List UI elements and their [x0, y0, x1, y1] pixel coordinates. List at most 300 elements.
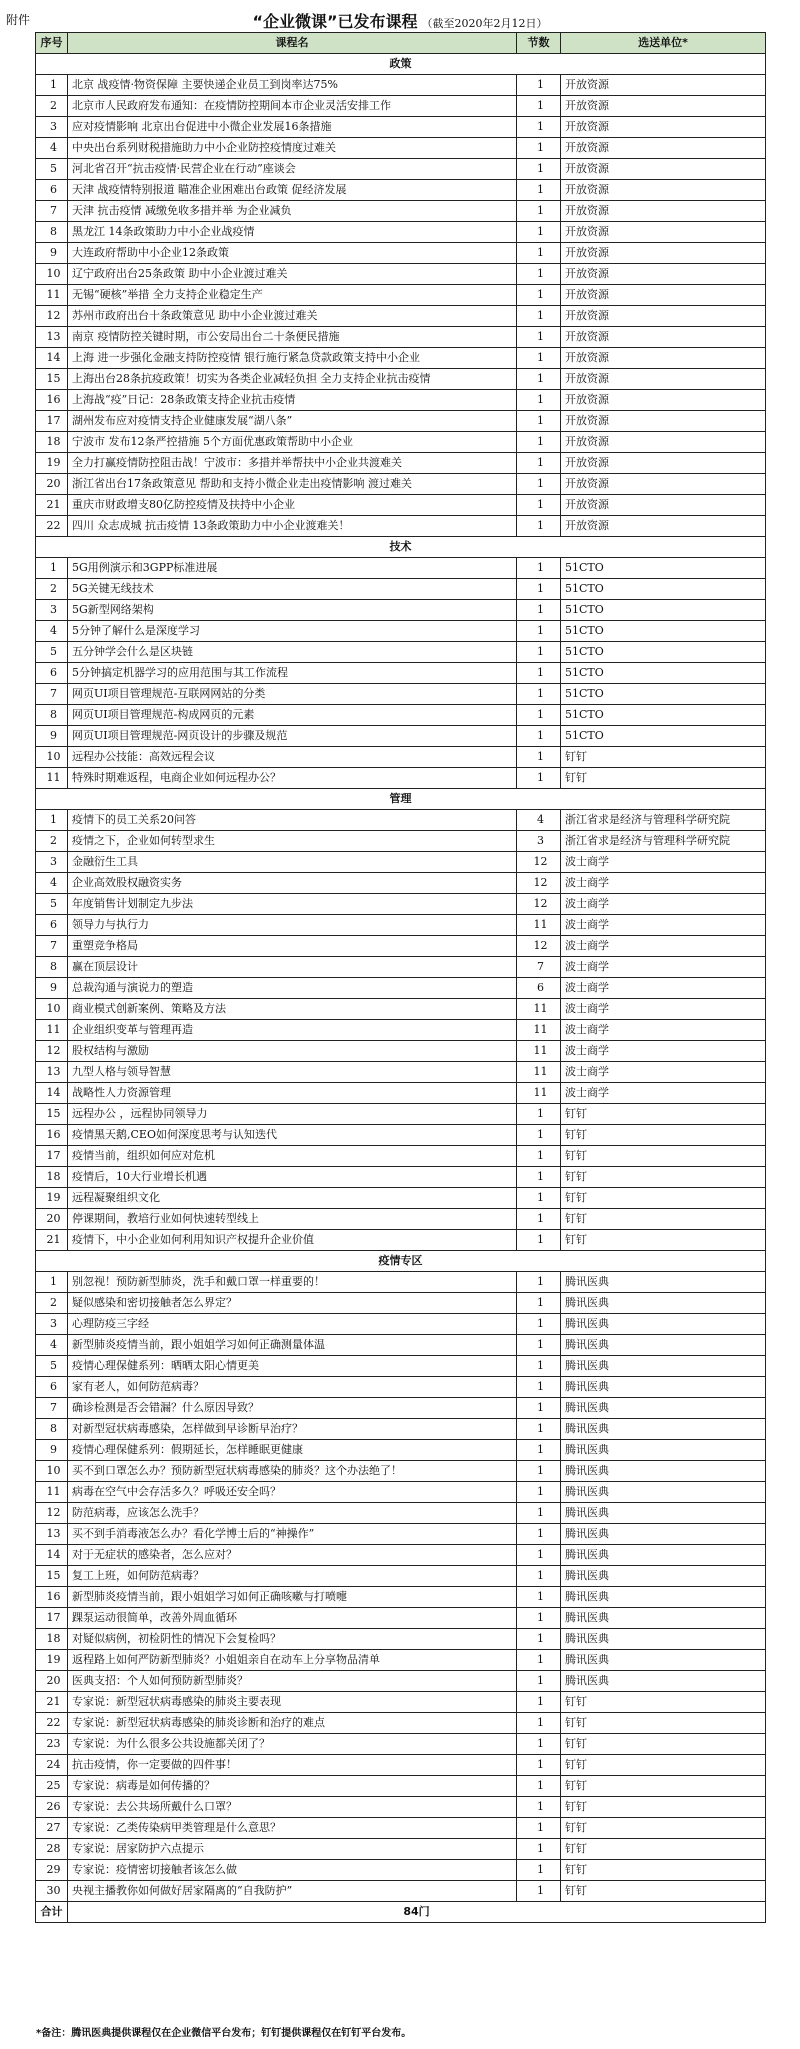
row-index: 26 — [36, 1797, 68, 1818]
table-row — [36, 474, 766, 495]
row-index: 14 — [36, 348, 68, 369]
row-index: 12 — [36, 306, 68, 327]
lesson-count: 1 — [517, 96, 561, 117]
course-name: 北京市人民政府发布通知：在疫情防控期间本市企业灵活安排工作 — [68, 96, 517, 117]
row-index: 15 — [36, 369, 68, 390]
row-index: 20 — [36, 1671, 68, 1692]
table-row — [36, 978, 766, 999]
provider: 钉钉 — [561, 1104, 766, 1125]
provider: 波士商学 — [561, 936, 766, 957]
table-row — [36, 1629, 766, 1650]
provider: 腾讯医典 — [561, 1650, 766, 1671]
provider: 波士商学 — [561, 894, 766, 915]
row-index: 17 — [36, 1146, 68, 1167]
table-row — [36, 852, 766, 873]
course-name: 对疑似病例，初检阴性的情况下会复检吗？ — [68, 1629, 517, 1650]
lesson-count: 3 — [517, 831, 561, 852]
provider: 51CTO — [561, 600, 766, 621]
row-index: 14 — [36, 1083, 68, 1104]
row-index: 2 — [36, 1293, 68, 1314]
lesson-count: 1 — [517, 1545, 561, 1566]
provider: 波士商学 — [561, 999, 766, 1020]
lesson-count: 1 — [517, 243, 561, 264]
row-index: 7 — [36, 1398, 68, 1419]
course-name: 专家说：病毒是如何传播的？ — [68, 1776, 517, 1797]
table-row — [36, 1860, 766, 1881]
course-name: 对于无症状的感染者，怎么应对？ — [68, 1545, 517, 1566]
table-row — [36, 1818, 766, 1839]
course-name: 专家说：去公共场所戴什么口罩？ — [68, 1797, 517, 1818]
provider: 开放资源 — [561, 453, 766, 474]
table-row — [36, 1461, 766, 1482]
course-name: 无锡“硬核”举措 全力支持企业稳定生产 — [68, 285, 517, 306]
row-index: 17 — [36, 1608, 68, 1629]
lesson-count: 1 — [517, 1272, 561, 1293]
lesson-count: 1 — [517, 1209, 561, 1230]
header-index: 序号 — [36, 33, 68, 54]
course-name: 5分钟搞定机器学习的应用范围与其工作流程 — [68, 663, 517, 684]
provider: 钉钉 — [561, 1209, 766, 1230]
course-name: 企业高效股权融资实务 — [68, 873, 517, 894]
table-row — [36, 1671, 766, 1692]
table-row — [36, 999, 766, 1020]
provider: 钉钉 — [561, 1860, 766, 1881]
lesson-count: 1 — [517, 369, 561, 390]
row-index: 10 — [36, 999, 68, 1020]
row-index: 8 — [36, 1419, 68, 1440]
header-course-name: 课程名 — [68, 33, 517, 54]
lesson-count: 1 — [517, 327, 561, 348]
provider: 波士商学 — [561, 1020, 766, 1041]
row-index: 11 — [36, 1020, 68, 1041]
lesson-count: 1 — [517, 1881, 561, 1902]
provider: 开放资源 — [561, 243, 766, 264]
lesson-count: 1 — [517, 411, 561, 432]
course-name: 上海出台28条抗疫政策！切实为各类企业减轻负担 全力支持企业抗击疫情 — [68, 369, 517, 390]
table-row — [36, 621, 766, 642]
course-name: 浙江省出台17条政策意见 帮助和支持小微企业走出疫情影响 渡过难关 — [68, 474, 517, 495]
lesson-count: 12 — [517, 873, 561, 894]
course-name: 重庆市财政增支80亿防控疫情及扶持中小企业 — [68, 495, 517, 516]
section-heading-row — [36, 537, 766, 558]
course-name: 天津 战疫情特别报道 瞄准企业困难出台政策 促经济发展 — [68, 180, 517, 201]
table-row — [36, 684, 766, 705]
lesson-count: 1 — [517, 1356, 561, 1377]
table-row — [36, 663, 766, 684]
course-name: 股权结构与激励 — [68, 1041, 517, 1062]
provider: 开放资源 — [561, 411, 766, 432]
row-index: 11 — [36, 768, 68, 789]
row-index: 13 — [36, 1062, 68, 1083]
provider: 开放资源 — [561, 180, 766, 201]
provider: 腾讯医典 — [561, 1461, 766, 1482]
table-row — [36, 642, 766, 663]
row-index: 7 — [36, 936, 68, 957]
row-index: 8 — [36, 222, 68, 243]
course-name: 防范病毒，应该怎么洗手？ — [68, 1503, 517, 1524]
course-name: 北京 战疫情·物资保障 主要快递企业员工到岗率达75% — [68, 75, 517, 96]
provider: 腾讯医典 — [561, 1524, 766, 1545]
section-heading-row — [36, 1251, 766, 1272]
table-row — [36, 1650, 766, 1671]
row-index: 16 — [36, 1587, 68, 1608]
course-name: 五分钟学会什么是区块链 — [68, 642, 517, 663]
table-row — [36, 432, 766, 453]
row-index: 1 — [36, 1272, 68, 1293]
provider: 波士商学 — [561, 1041, 766, 1062]
row-index: 8 — [36, 957, 68, 978]
lesson-count: 6 — [517, 978, 561, 999]
provider: 开放资源 — [561, 474, 766, 495]
table-row — [36, 831, 766, 852]
provider: 开放资源 — [561, 75, 766, 96]
row-index: 4 — [36, 138, 68, 159]
course-name: 5分钟了解什么是深度学习 — [68, 621, 517, 642]
lesson-count: 1 — [517, 1440, 561, 1461]
table-row — [36, 117, 766, 138]
course-name: 5G关键无线技术 — [68, 579, 517, 600]
lesson-count: 1 — [517, 432, 561, 453]
lesson-count: 1 — [517, 201, 561, 222]
lesson-count: 1 — [517, 1818, 561, 1839]
lesson-count: 1 — [517, 1524, 561, 1545]
course-name: 河北省召开“抗击疫情·民营企业在行动”座谈会 — [68, 159, 517, 180]
row-index: 3 — [36, 1314, 68, 1335]
table-row — [36, 1419, 766, 1440]
lesson-count: 1 — [517, 516, 561, 537]
course-name: 年度销售计划制定九步法 — [68, 894, 517, 915]
row-index: 27 — [36, 1818, 68, 1839]
course-name: 疫情下，中小企业如何利用知识产权提升企业价值 — [68, 1230, 517, 1251]
row-index: 3 — [36, 117, 68, 138]
table-row — [36, 1062, 766, 1083]
course-name: 苏州市政府出台十条政策意见 助中小企业渡过难关 — [68, 306, 517, 327]
provider: 51CTO — [561, 663, 766, 684]
table-row — [36, 495, 766, 516]
provider: 腾讯医典 — [561, 1419, 766, 1440]
table-row — [36, 1335, 766, 1356]
provider: 浙江省求是经济与管理科学研究院 — [561, 831, 766, 852]
row-index: 7 — [36, 684, 68, 705]
table-row — [36, 915, 766, 936]
provider: 51CTO — [561, 579, 766, 600]
course-name: 央视主播教你如何做好居家隔离的“自我防护” — [68, 1881, 517, 1902]
row-index: 5 — [36, 159, 68, 180]
lesson-count: 4 — [517, 810, 561, 831]
course-name: 别忽视！预防新型肺炎，洗手和戴口罩一样重要的！ — [68, 1272, 517, 1293]
lesson-count: 1 — [517, 1503, 561, 1524]
lesson-count: 1 — [517, 1608, 561, 1629]
table-row — [36, 138, 766, 159]
provider: 波士商学 — [561, 1062, 766, 1083]
row-index: 1 — [36, 810, 68, 831]
row-index: 18 — [36, 1167, 68, 1188]
table-row — [36, 201, 766, 222]
course-name: 远程凝聚组织文化 — [68, 1188, 517, 1209]
table-row — [36, 243, 766, 264]
course-name: 确诊检测是否会错漏？什么原因导致？ — [68, 1398, 517, 1419]
course-name: 5G新型网络架构 — [68, 600, 517, 621]
provider: 51CTO — [561, 642, 766, 663]
course-name: 九型人格与领导智慧 — [68, 1062, 517, 1083]
course-name: 专家说：新型冠状病毒感染的肺炎诊断和治疗的难点 — [68, 1713, 517, 1734]
provider: 开放资源 — [561, 159, 766, 180]
table-row — [36, 1230, 766, 1251]
header-lesson-count: 节数 — [517, 33, 561, 54]
provider: 钉钉 — [561, 1755, 766, 1776]
lesson-count: 1 — [517, 1377, 561, 1398]
lesson-count: 1 — [517, 159, 561, 180]
provider: 腾讯医典 — [561, 1314, 766, 1335]
course-name: 网页UI项目管理规范-网页设计的步骤及规范 — [68, 726, 517, 747]
row-index: 4 — [36, 873, 68, 894]
provider: 钉钉 — [561, 1839, 766, 1860]
row-index: 1 — [36, 75, 68, 96]
lesson-count: 1 — [517, 579, 561, 600]
row-index: 9 — [36, 243, 68, 264]
table-row — [36, 285, 766, 306]
provider: 腾讯医典 — [561, 1608, 766, 1629]
table-row — [36, 1440, 766, 1461]
lesson-count: 1 — [517, 1188, 561, 1209]
provider: 开放资源 — [561, 222, 766, 243]
row-index: 20 — [36, 1209, 68, 1230]
course-name: 专家说：乙类传染病甲类管理是什么意思？ — [68, 1818, 517, 1839]
course-name: 专家说：为什么很多公共设施都关闭了？ — [68, 1734, 517, 1755]
row-index: 11 — [36, 1482, 68, 1503]
section-title: 技术 — [36, 537, 766, 558]
table-row — [36, 1566, 766, 1587]
provider: 波士商学 — [561, 957, 766, 978]
course-name: 赢在顶层设计 — [68, 957, 517, 978]
lesson-count: 11 — [517, 1062, 561, 1083]
course-name: 买不到手消毒液怎么办？看化学博士后的“神操作” — [68, 1524, 517, 1545]
provider: 波士商学 — [561, 978, 766, 999]
table-row — [36, 1881, 766, 1902]
row-index: 21 — [36, 1230, 68, 1251]
lesson-count: 1 — [517, 1482, 561, 1503]
provider: 51CTO — [561, 621, 766, 642]
lesson-count: 1 — [517, 747, 561, 768]
table-row — [36, 348, 766, 369]
row-index: 16 — [36, 390, 68, 411]
lesson-count: 1 — [517, 663, 561, 684]
row-index: 17 — [36, 411, 68, 432]
course-name: 专家说：居家防护六点提示 — [68, 1839, 517, 1860]
provider: 51CTO — [561, 558, 766, 579]
course-name: 企业组织变革与管理再造 — [68, 1020, 517, 1041]
provider: 开放资源 — [561, 138, 766, 159]
course-name: 返程路上如何严防新型肺炎？小姐姐亲自在动车上分享物品清单 — [68, 1650, 517, 1671]
lesson-count: 1 — [517, 1797, 561, 1818]
course-name: 应对疫情影响 北京出台促进中小微企业发展16条措施 — [68, 117, 517, 138]
row-index: 21 — [36, 1692, 68, 1713]
row-index: 9 — [36, 1440, 68, 1461]
course-name: 踝泵运动很简单，改善外周血循环 — [68, 1608, 517, 1629]
table-row — [36, 159, 766, 180]
row-index: 5 — [36, 642, 68, 663]
lesson-count: 1 — [517, 1839, 561, 1860]
row-index: 19 — [36, 1650, 68, 1671]
lesson-count: 1 — [517, 222, 561, 243]
table-row — [36, 453, 766, 474]
lesson-count: 1 — [517, 1293, 561, 1314]
lesson-count: 1 — [517, 768, 561, 789]
provider: 腾讯医典 — [561, 1482, 766, 1503]
provider: 51CTO — [561, 705, 766, 726]
row-index: 2 — [36, 831, 68, 852]
table-row — [36, 1839, 766, 1860]
lesson-count: 1 — [517, 180, 561, 201]
row-index: 4 — [36, 621, 68, 642]
provider: 钉钉 — [561, 1188, 766, 1209]
row-index: 19 — [36, 1188, 68, 1209]
provider: 波士商学 — [561, 915, 766, 936]
lesson-count: 1 — [517, 75, 561, 96]
table-row — [36, 75, 766, 96]
course-name: 大连政府帮助中小企业12条政策 — [68, 243, 517, 264]
lesson-count: 11 — [517, 1083, 561, 1104]
lesson-count: 1 — [517, 1692, 561, 1713]
lesson-count: 11 — [517, 999, 561, 1020]
section-title: 疫情专区 — [36, 1251, 766, 1272]
total-row — [36, 1902, 766, 1923]
course-name: 疫情后，10大行业增长机遇 — [68, 1167, 517, 1188]
table-row — [36, 1083, 766, 1104]
lesson-count: 1 — [517, 117, 561, 138]
table-row — [36, 600, 766, 621]
lesson-count: 1 — [517, 1860, 561, 1881]
table-row — [36, 516, 766, 537]
provider: 钉钉 — [561, 1167, 766, 1188]
table-row — [36, 327, 766, 348]
table-row — [36, 1041, 766, 1062]
lesson-count: 1 — [517, 1461, 561, 1482]
provider: 钉钉 — [561, 1230, 766, 1251]
lesson-count: 1 — [517, 600, 561, 621]
provider: 波士商学 — [561, 873, 766, 894]
table-row — [36, 1188, 766, 1209]
lesson-count: 1 — [517, 1755, 561, 1776]
course-name: 黑龙江 14条政策助力中小企业战疫情 — [68, 222, 517, 243]
row-index: 18 — [36, 432, 68, 453]
provider: 波士商学 — [561, 852, 766, 873]
course-name: 新型肺炎疫情当前，跟小姐姐学习如何正确咳嗽与打喷嚏 — [68, 1587, 517, 1608]
row-index: 10 — [36, 1461, 68, 1482]
table-row — [36, 1482, 766, 1503]
lesson-count: 1 — [517, 1104, 561, 1125]
course-name: 南京 疫情防控关键时期，市公安局出台二十条便民措施 — [68, 327, 517, 348]
provider: 开放资源 — [561, 390, 766, 411]
provider: 腾讯医典 — [561, 1440, 766, 1461]
total-label: 合计 — [36, 1902, 68, 1923]
row-index: 9 — [36, 978, 68, 999]
course-name: 上海战“疫”日记：28条政策支持企业抗击疫情 — [68, 390, 517, 411]
lesson-count: 1 — [517, 1125, 561, 1146]
row-index: 15 — [36, 1104, 68, 1125]
table-row — [36, 810, 766, 831]
lesson-count: 1 — [517, 1419, 561, 1440]
provider: 开放资源 — [561, 432, 766, 453]
table-row — [36, 1398, 766, 1419]
course-table — [35, 32, 766, 1923]
course-name: 疫情心理保健系列：假期延长，怎样睡眠更健康 — [68, 1440, 517, 1461]
provider: 钉钉 — [561, 1776, 766, 1797]
table-row — [36, 894, 766, 915]
course-name: 疑似感染和密切接触者怎么界定？ — [68, 1293, 517, 1314]
provider: 浙江省求是经济与管理科学研究院 — [561, 810, 766, 831]
table-row — [36, 96, 766, 117]
table-row — [36, 1797, 766, 1818]
course-name: 上海 进一步强化金融支持防控疫情 银行施行紧急贷款政策支持中小企业 — [68, 348, 517, 369]
table-row — [36, 1020, 766, 1041]
lesson-count: 1 — [517, 285, 561, 306]
course-name: 买不到口罩怎么办？预防新型冠状病毒感染的肺炎？这个办法绝了！ — [68, 1461, 517, 1482]
provider: 钉钉 — [561, 1146, 766, 1167]
provider: 腾讯医典 — [561, 1335, 766, 1356]
provider: 51CTO — [561, 684, 766, 705]
table-row — [36, 768, 766, 789]
row-index: 14 — [36, 1545, 68, 1566]
row-index: 15 — [36, 1566, 68, 1587]
lesson-count: 1 — [517, 1398, 561, 1419]
table-row — [36, 726, 766, 747]
table-row — [36, 1272, 766, 1293]
lesson-count: 1 — [517, 1335, 561, 1356]
course-name: 辽宁政府出台25条政策 助中小企业渡过难关 — [68, 264, 517, 285]
row-index: 24 — [36, 1755, 68, 1776]
course-name: 对新型冠状病毒感染，怎样做到早诊断早治疗？ — [68, 1419, 517, 1440]
table-row — [36, 1146, 766, 1167]
course-name: 重塑竞争格局 — [68, 936, 517, 957]
course-name: 领导力与执行力 — [68, 915, 517, 936]
course-name: 复工上班，如何防范病毒？ — [68, 1566, 517, 1587]
course-name: 总裁沟通与演说力的塑造 — [68, 978, 517, 999]
table-row — [36, 1356, 766, 1377]
provider: 腾讯医典 — [561, 1587, 766, 1608]
course-name: 疫情心理保健系列：晒晒太阳心情更美 — [68, 1356, 517, 1377]
course-name: 远程办公技能：高效远程会议 — [68, 747, 517, 768]
provider: 钉钉 — [561, 1713, 766, 1734]
row-index: 18 — [36, 1629, 68, 1650]
row-index: 16 — [36, 1125, 68, 1146]
row-index: 28 — [36, 1839, 68, 1860]
table-row — [36, 390, 766, 411]
table-row — [36, 222, 766, 243]
course-name: 新型肺炎疫情当前，跟小姐姐学习如何正确测量体温 — [68, 1335, 517, 1356]
course-name: 特殊时期难返程，电商企业如何远程办公？ — [68, 768, 517, 789]
row-index: 10 — [36, 747, 68, 768]
lesson-count: 1 — [517, 1671, 561, 1692]
table-row — [36, 1125, 766, 1146]
row-index: 6 — [36, 180, 68, 201]
table-row — [36, 264, 766, 285]
course-name: 战略性人力资源管理 — [68, 1083, 517, 1104]
row-index: 21 — [36, 495, 68, 516]
provider: 开放资源 — [561, 264, 766, 285]
row-index: 22 — [36, 516, 68, 537]
row-index: 11 — [36, 285, 68, 306]
lesson-count: 1 — [517, 1734, 561, 1755]
table-row — [36, 873, 766, 894]
table-row — [36, 1314, 766, 1335]
header-provider: 选送单位* — [561, 33, 766, 54]
row-index: 30 — [36, 1881, 68, 1902]
row-index: 20 — [36, 474, 68, 495]
lesson-count: 12 — [517, 894, 561, 915]
lesson-count: 1 — [517, 1230, 561, 1251]
lesson-count: 1 — [517, 726, 561, 747]
